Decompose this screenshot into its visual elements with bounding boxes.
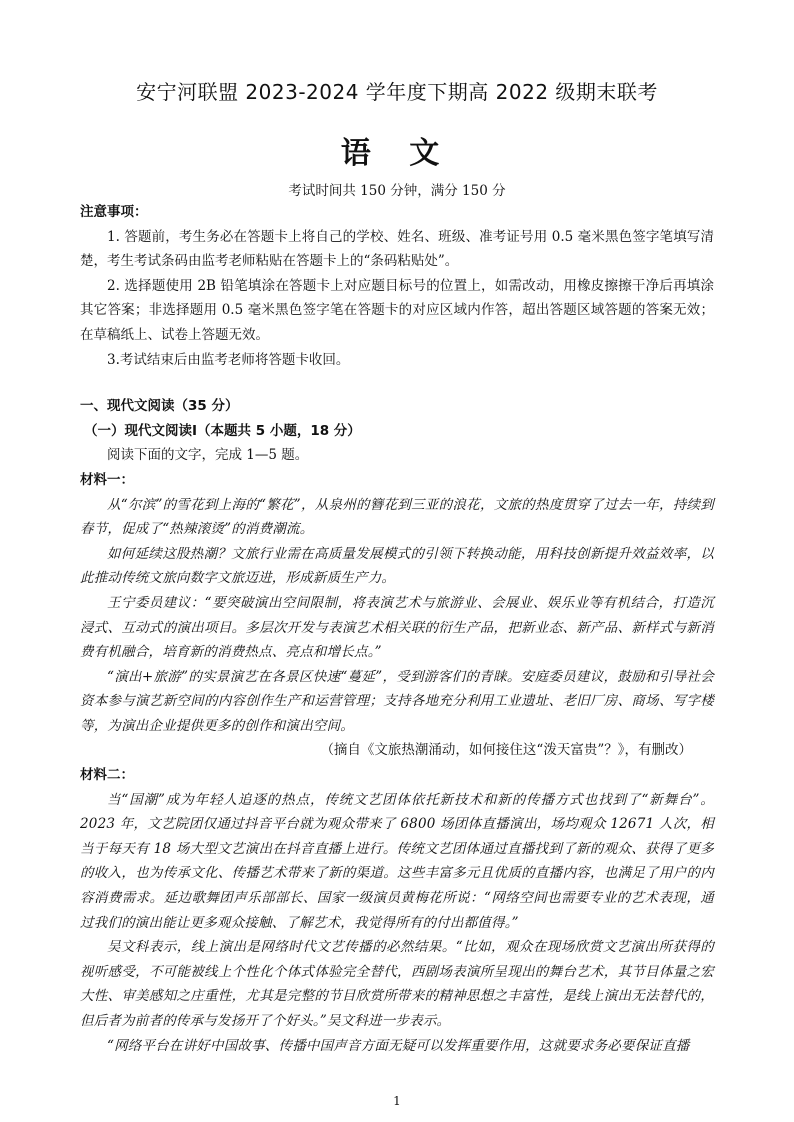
material-2-paragraph: 吴文科表示，线上演出是网络时代文艺传播的必然结果。“比如，观众在现场欣赏文艺演出所获得的视听感受，不可能被线上个性化个体式体验完全替代，西剧场表演所呈现出的舞台艺术，其节目体量之宏大性、审美感知之庄重性，尤其是完整的节目欣赏所带来的精神思想之丰富性，是线上演出无法替代的，但后者为前者的传承与发扬开了个好头。”吴文科进一步表示。 bbox=[80, 939, 714, 1029]
material-2-paragraph: 当“国潮”成为年轻人追逐的热点，传统文艺团体依托新技术和新的传播方式也找到了“新舞台”。2023 年，文艺院团仅通过抖音平台就为观众带来了 6800 场团体直播演出，场均观众 12671 人次，相当于每天有 18 场大型文艺演出在抖音直播上进行。传统文艺团体通过直播找到了新的观众、获得了更多的收入，也为传承文化、传播艺术带来了新的渠道。这些丰富多元且优质的直播内容，也满足了用户的内容消费需求。延边歌舞团声乐部部长、国家一级演员黄梅花所说：“网络空间也需要专业的艺术表现，通过我们的演出能让更多观众接触、了解艺术，我觉得所有的付出都值得。” bbox=[80, 791, 714, 931]
material-1-paragraph: 从“尔滨”的雪花到上海的“繁花”，从泉州的簪花到三亚的浪花，文旅的热度贯穿了过去一年，持续到春节，促成了“热辣滚烫”的消费潮流。 bbox=[80, 496, 714, 538]
page-number: 1 bbox=[393, 1094, 401, 1108]
reading-instruction: 阅读下面的文字，完成 1—5 题。 bbox=[107, 447, 309, 464]
notice-item-3: 3.考试结束后由监考老师将答题卡收回。 bbox=[107, 351, 350, 368]
material-1-paragraph: “演出+旅游”的实景演艺在各景区快速“蔓延”，受到游客们的青睐。安庭委员建议，鼓励和引导社会资本参与演艺新空间的内容创作生产和运营管理；支持各地充分利用工业遗址、老旧厂房、商场、写字楼等，为演出企业提供更多的创作和演出空间。 bbox=[80, 668, 714, 734]
material-1-heading: 材料一： bbox=[80, 471, 134, 488]
exam-title: 安宁河联盟 2023-2024 学年度下期高 2022 级期末联考 bbox=[136, 80, 658, 104]
material-1-source: （摘自《文旅热潮涌动，如何接住这“泼天富贵”？》，有删改） bbox=[320, 742, 692, 759]
notice-item-2: 2. 选择题使用 2B 铅笔填涂在答题卡上对应题目标号的位置上，如需改动，用橡皮擦擦干净后再填涂其它答案；非选择题用 0.5 毫米黑色签字笔在答题卡的对应区域内作答，超出答题区域答题的答案无效；在草稿纸上、试卷上答题无效。 bbox=[80, 277, 714, 343]
notice-heading: 注意事项： bbox=[80, 204, 148, 220]
subject-title: 语 文 bbox=[340, 136, 454, 171]
material-2-heading: 材料二： bbox=[80, 767, 134, 784]
material-1-paragraph: 王宁委员建议：“要突破演出空间限制，将表演艺术与旅游业、会展业、娱乐业等有机结合，打造沉浸式、互动式的演出项目。多层次开发与表演艺术相关联的衍生产品，把新业态、新产品、新样式与新消费有机融合，培育新的消费热点、亮点和增长点。” bbox=[80, 594, 714, 661]
section-heading: 一、现代文阅读（35 分） bbox=[80, 398, 239, 415]
exam-time-info: 考试时间共 150 分钟，满分 150 分 bbox=[288, 183, 506, 199]
subsection-heading: （一）现代文阅读Ⅰ（本题共 5 小题，18 分） bbox=[84, 422, 361, 439]
exam-body bbox=[80, 200, 714, 1058]
notice-item-1: 1. 答题前，考生务必在答题卡上将自己的学校、姓名、班级、准考证号用 0.5 毫米黑色签字笔填写清楚，考生考试条码由监考老师粘贴在答题卡上的“条码粘贴处”。 bbox=[80, 228, 714, 270]
material-2-paragraph: “网络平台在讲好中国故事、传播中国声音方面无疑可以发挥重要作用，这就要求务必要保证直播 bbox=[107, 1037, 690, 1054]
material-1-paragraph: 如何延续这股热潮？文旅行业需在高质量发展模式的引领下转换动能，用科技创新提升效益效率，以此推动传统文旅向数字文旅迈进，形成新质生产力。 bbox=[80, 545, 714, 587]
